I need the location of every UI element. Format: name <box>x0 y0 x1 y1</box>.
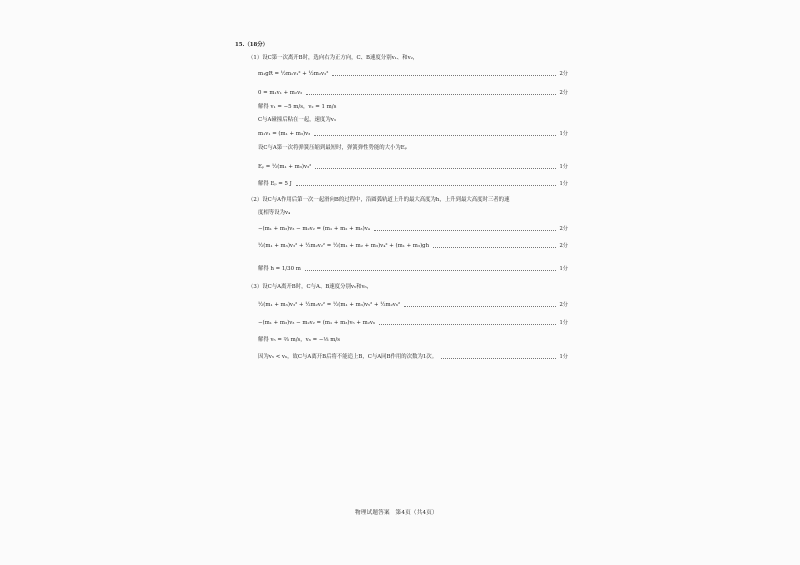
leader-dots <box>374 230 556 231</box>
part3-eq2-points: 1分 <box>559 320 568 326</box>
part2-intro-line1: （2）设C与A作用后第一次一起滑向B的过程中，沿圆弧轨道上升的最大高度为h，上升到最大高度时三者的速 <box>248 197 510 203</box>
part1-eq2-row <box>258 90 568 97</box>
part3-intro: （3）设C与A离开B时，C与A、B速度分别v₅和v₆， <box>248 284 373 290</box>
part1-solution2-points: 1分 <box>559 181 568 187</box>
part1-solution2: 解得 Eₚ = 5 J <box>258 181 292 187</box>
part3-eq2-row <box>258 320 568 327</box>
question-header: 15.（18分） <box>235 42 269 48</box>
part2-solution: 解得 h = 1/30 m <box>258 266 301 272</box>
part3-eq1-points: 2分 <box>559 302 568 308</box>
part2-eq2: ½(m₁ + m₃)v₃² + ½m₂v₂² = ½(m₁ + m₂ + m₃)v₄² + (m₁ + m₃)gh <box>258 243 430 249</box>
part1-eq1-row <box>258 71 568 78</box>
part1-text2: 设C与A第一次将弹簧压缩到最短时，弹簧弹性势能的大小为Eₚ <box>258 145 407 151</box>
part1-eq2-points: 2分 <box>559 90 568 96</box>
part1-eq1-points: 2分 <box>559 71 568 77</box>
leader-dots <box>404 306 555 307</box>
part1-eq2: 0 = m₁v₁ + m₂v₂ <box>258 90 303 96</box>
part3-eq1: ½(m₁ + m₃)v₃² + ½m₂v₂² = ½(m₁ + m₃)v₅² + ½m₂v₆² <box>258 302 401 308</box>
part2-eq2-row <box>258 243 568 250</box>
part2-eq1-row <box>258 226 568 233</box>
part1-solution1: 解得 v₁ = −5 m/s，v₂ = 1 m/s <box>258 104 337 110</box>
part1-eq1: m₁gR = ½m₁v₁² + ½m₂v₂² <box>258 71 329 77</box>
part1-eq3: m₁v₁ = (m₁ + m₃)v₃ <box>258 131 311 137</box>
part3-eq1-row <box>258 302 568 309</box>
leader-dots <box>441 358 555 359</box>
leader-dots <box>296 185 556 186</box>
leader-dots <box>306 94 555 95</box>
part3-eq2: −(m₁ + m₃)v₃ − m₂v₂ = (m₁ + m₃)v₅ + m₂v₆ <box>258 320 376 326</box>
part1-eq3-points: 1分 <box>559 131 568 137</box>
part1-eq4-row <box>258 164 568 171</box>
part1-intro: （1）设C第一次离开B时，选向右为正方向，C、B速度分别v₁、和v₂， <box>248 55 419 61</box>
part1-solution2-row <box>258 181 568 188</box>
part3-conclusion: 因为v₅ < v₆，故C与A离开B后将不能追上B，C与A同B作用的次数为1次。 <box>258 354 438 360</box>
part2-solution-points: 1分 <box>559 266 568 272</box>
leader-dots <box>315 168 555 169</box>
leader-dots <box>305 270 556 271</box>
leader-dots <box>433 247 555 248</box>
part2-solution-row <box>258 266 568 273</box>
part2-eq2-points: 2分 <box>559 243 568 249</box>
leader-dots <box>379 324 555 325</box>
page-footer: 物理试题答案 第4页（共4页） <box>355 510 438 516</box>
part1-eq4: Eₚ = ½(m₁ + m₃)v₃² <box>258 164 312 170</box>
leader-dots <box>332 75 555 76</box>
part3-conclusion-points: 1分 <box>559 354 568 360</box>
part2-intro-line2: 度相等设为v₄ <box>258 210 291 216</box>
leader-dots <box>314 135 555 136</box>
part1-eq4-points: 1分 <box>559 164 568 170</box>
part3-conclusion-row <box>258 354 568 361</box>
part1-text1: C与A碰撞后粘在一起，速度为v₃ <box>258 117 336 123</box>
part3-solution: 解得 v₅ = ⅔ m/s，v₆ = −⅓ m/s <box>258 337 340 343</box>
part2-eq1: −(m₁ + m₃)v₃ − m₂v₂ = (m₁ + m₂ + m₃)v₄ <box>258 226 370 232</box>
part2-eq1-points: 2分 <box>559 226 568 232</box>
part1-eq3-row <box>258 131 568 138</box>
